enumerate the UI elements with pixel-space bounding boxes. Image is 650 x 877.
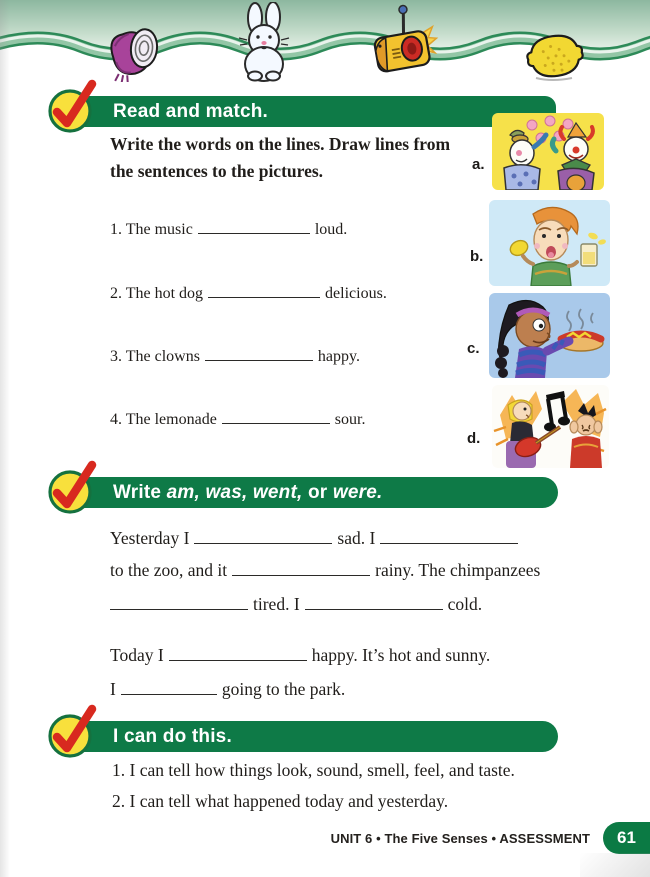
answer-blank-1 [198, 218, 310, 234]
lemon-icon [522, 30, 588, 82]
sentence-4: 4. The lemonade sour. [110, 408, 365, 429]
paragraph1-line3: tired. I cold. [110, 594, 482, 615]
section-header-read-and-match [75, 96, 556, 127]
answer-blank [232, 560, 370, 576]
i-can-item-1: 1. I can tell how things look, sound, smell, feel, and taste. [112, 760, 515, 780]
section-header-write-verbs [75, 477, 558, 508]
answer-blank-4 [222, 408, 330, 424]
answer-blank [121, 679, 217, 695]
paragraph2-line2: I going to the park. [110, 679, 346, 699]
picture-label-c: c. [467, 340, 480, 357]
check-icon [44, 701, 100, 759]
answer-blank [169, 645, 307, 661]
paragraph1-line2: to the zoo, and it rainy. The chimpanzees [110, 560, 541, 580]
check-icon [44, 76, 100, 134]
sentence-1: 1. The music loud. [110, 218, 347, 239]
paragraph2-line1: Today I happy. It’s hot and sunny. [110, 645, 491, 665]
sentence-3: 3. The clowns happy. [110, 345, 360, 366]
picture-c-hot-dog [489, 293, 610, 378]
picture-label-d: d. [467, 430, 481, 447]
answer-blank [380, 528, 518, 544]
decorative-top-band [0, 0, 650, 82]
picture-b-sour-lemonade [489, 200, 610, 286]
scan-edge-shading-bottom-right [580, 853, 650, 877]
check-icon [44, 457, 100, 515]
section-title: I can do this. [113, 726, 232, 747]
picture-d-loud-guitar [492, 385, 609, 468]
instructions: Write the words on the lines. Draw lines from the sentences to the pictures. [110, 134, 451, 181]
answer-blank [194, 528, 332, 544]
paragraph1-line1: Yesterday I sad. I [110, 528, 523, 549]
radio-icon [366, 2, 442, 78]
answer-blank-2 [208, 282, 320, 298]
rabbit-icon [233, 2, 295, 82]
section-title: Write am, was, went, or were. [113, 482, 383, 503]
page-number-badge: 61 [603, 822, 650, 854]
picture-label-b: b. [470, 248, 484, 265]
picture-a-clowns-juggling [492, 113, 604, 190]
picture-label-a: a. [472, 156, 485, 173]
i-can-item-2: 2. I can tell what happened today and yesterday. [112, 791, 449, 811]
answer-blank-3 [205, 345, 313, 361]
section-title: Read and match. [113, 101, 269, 122]
onion-icon [103, 18, 169, 82]
sentence-2: 2. The hot dog delicious. [110, 282, 387, 303]
scan-edge-shading-left [0, 0, 10, 877]
footer-unit-label: UNIT 6 • The Five Senses • ASSESSMENT [330, 831, 590, 846]
answer-blank [110, 594, 248, 610]
answer-blank [305, 594, 443, 610]
section-header-i-can-do-this [75, 721, 558, 752]
